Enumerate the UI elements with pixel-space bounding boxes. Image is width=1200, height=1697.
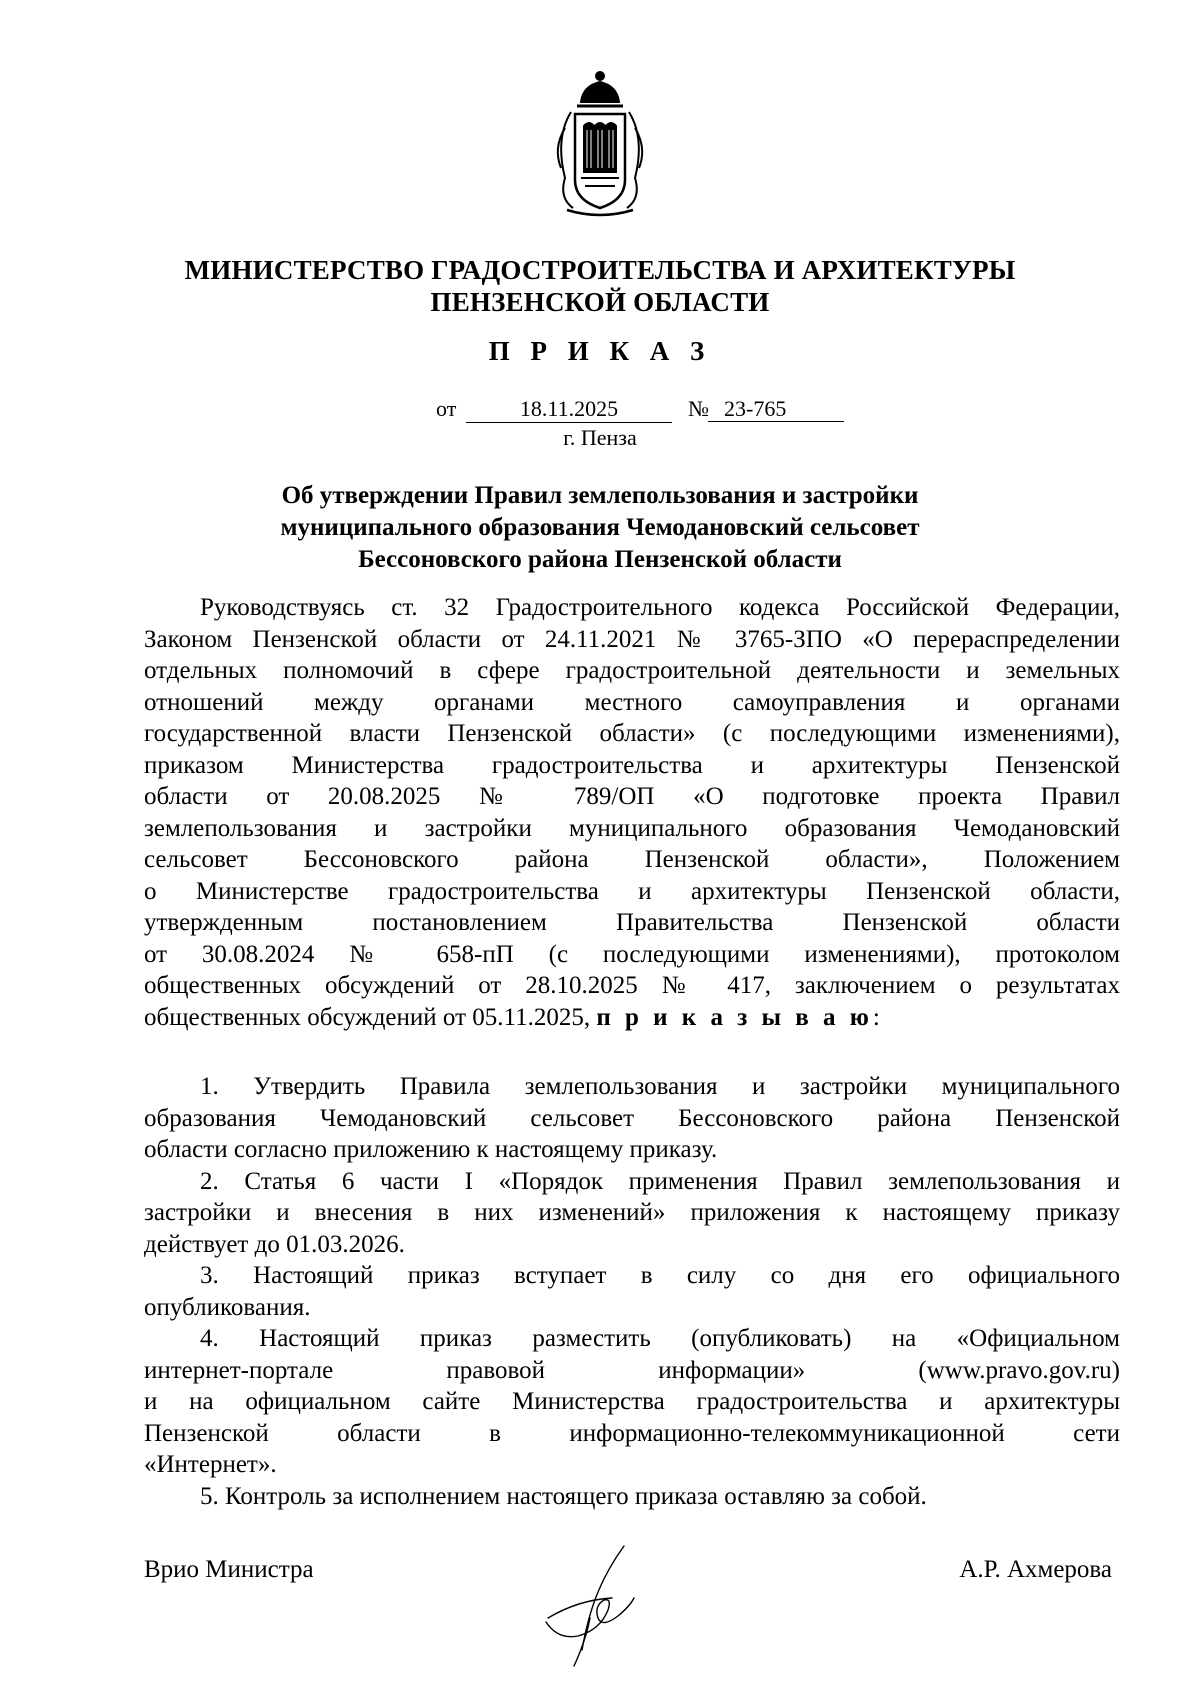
subject-line2: муниципального образования Чемодановский сельсовет <box>280 514 920 541</box>
handwritten-signature <box>538 1540 648 1670</box>
item-line: «Интернет». <box>144 1451 277 1478</box>
preamble-line: от 30.08.2024 № 658-пП (с последующими изменениями), протоколом <box>144 940 1120 968</box>
ministry-name-line2: ПЕНЗЕНСКОЙ ОБЛАСТИ <box>430 287 770 317</box>
item-line: 2. Статья 6 части I «Порядок применения Правил землепользования и <box>200 1167 1120 1195</box>
preamble-line: о Министерстве градостроительства и архитектуры Пензенской области, <box>144 877 1120 905</box>
preamble-line: сельсовет Бессоновского района Пензенской области», Положением <box>144 846 1120 873</box>
preamble-last-line <box>144 1002 880 1034</box>
item-line: 5. Контроль за исполнением настоящего приказа оставляю за собой. <box>200 1482 927 1510</box>
item-line: Пензенской области в информационно-телекоммуникационной сети <box>144 1419 1120 1447</box>
preamble-line: землепользования и застройки муниципального образования Чемодановский <box>144 814 1120 842</box>
item-line: 1. Утвердить Правила землепользования и застройки муниципального <box>200 1073 1120 1100</box>
preamble-line: отдельных полномочий в сфере градостроительной деятельности и земельных <box>144 657 1120 684</box>
preamble-line: государственной власти Пензенской области» (с последующими изменениями), <box>144 720 1120 747</box>
document-type-title: П Р И К А З <box>488 336 712 366</box>
preamble-line: приказом Министерства градостроительства и архитектуры Пензенской <box>144 751 1120 779</box>
preamble-line: общественных обсуждений от 28.10.2025 № 417, заключением о результатах <box>144 972 1120 999</box>
document-date: 18.11.2025 <box>466 396 672 423</box>
item-line: образования Чемодановский сельсовет Бессоновского района Пензенской <box>144 1104 1120 1132</box>
ministry-name-line1: МИНИСТЕРСТВО ГРАДОСТРОИТЕЛЬСТВА И АРХИТЕКТУРЫ <box>184 255 1016 285</box>
signatory-name: А.Р. Ахмерова <box>959 1556 1112 1583</box>
item-line: застройки и внесения в них изменений» приложения к настоящему приказу <box>144 1199 1120 1226</box>
item-line: 3. Настоящий приказ вступает в силу со дня его официального <box>200 1262 1120 1289</box>
item-line: 4. Настоящий приказ разместить (опубликовать) на «Официальном <box>200 1325 1120 1352</box>
date-label: от <box>436 396 457 421</box>
subject-line1: Об утверждении Правил землепользования и застройки <box>281 482 919 509</box>
preamble-line: отношений между органами местного самоуправления и органами <box>144 688 1120 716</box>
item-line: области согласно приложению к настоящему приказу. <box>144 1136 718 1163</box>
order-word: п р и к а з ы в а ю <box>596 1003 873 1031</box>
document-number: 23-765 <box>708 396 844 422</box>
preamble-line: утвержденным постановлением Правительства Пензенской области <box>144 909 1120 936</box>
order-tail: : <box>872 1003 880 1031</box>
item-line: интернет-портале правовой информации» (www.pravo.gov.ru) <box>144 1356 1120 1384</box>
item-line: опубликования. <box>144 1293 311 1321</box>
item-line: действует до 01.03.2026. <box>144 1230 405 1258</box>
item-line: и на официальном сайте Министерства градостроительства и архитектуры <box>144 1388 1120 1415</box>
preamble-line: области от 20.08.2025 № 789/ОП «О подготовке проекта Правил <box>144 783 1120 810</box>
city: г. Пенза <box>563 425 637 450</box>
subject-line3: Бессоновского района Пензенской области <box>358 546 842 573</box>
signatory-position: Врио Министра <box>144 1556 314 1583</box>
preamble-line: Руководствуясь ст. 32 Градостроительного кодекса Российской Федерации, <box>200 594 1120 621</box>
preamble-line: Законом Пензенской области от 24.11.2021 № 3765-ЗПО «О перераспределении <box>144 625 1120 653</box>
coat-of-arms-emblem <box>551 68 649 218</box>
preamble-line: общественных обсуждений от 05.11.2025, <box>144 1003 591 1031</box>
number-label: № <box>688 396 709 421</box>
